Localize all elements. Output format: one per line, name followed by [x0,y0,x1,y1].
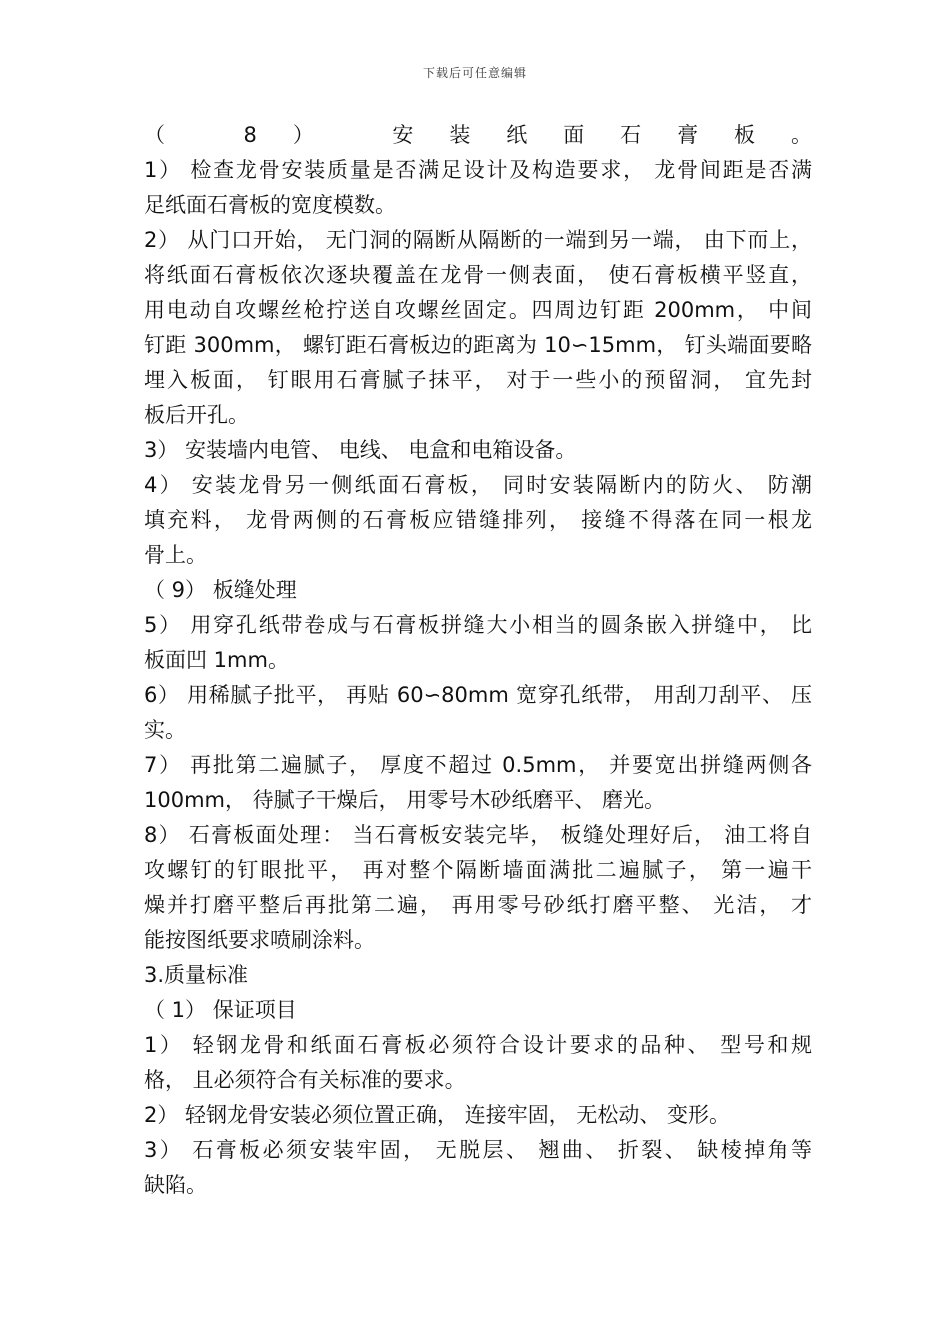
paragraph-line: 5） 用穿孔纸带卷成与石膏板拼缝大小相当的圆条嵌入拼缝中， 比 [144,613,812,637]
paragraph-line: 能按图纸要求喷刷涂料。 [144,928,375,952]
document-body [144,118,812,1203]
section-heading-guarantee: （ 1） 保证项目 [144,998,297,1022]
section-heading-8: （ 8） 安装纸面石膏板。 [144,123,812,147]
paragraph-line: 7） 再批第二遍腻子， 厚度不超过 0.5mm， 并要宽出拼缝两侧各 [144,753,812,777]
paragraph-line: 实。 [144,718,186,742]
paragraph-line: 缺陷。 [144,1173,207,1197]
paragraph-line: 埋入板面， 钉眼用石膏腻子抹平， 对于一些小的预留洞， 宜先封 [144,368,812,392]
paragraph-line: 3） 石膏板必须安装牢固， 无脱层、 翘曲、 折裂、 缺棱掉角等 [144,1138,812,1162]
paragraph-line: 板面凹 1mm。 [144,648,289,672]
paragraph-line: 攻螺钉的钉眼批平， 再对整个隔断墙面满批二遍腻子， 第一遍干 [144,858,812,882]
paragraph-line: 格， 且必须符合有关标准的要求。 [144,1068,466,1092]
section-heading-quality: 3.质量标准 [144,963,249,987]
paragraph-line: 燥并打磨平整后再批第二遍， 再用零号砂纸打磨平整、 光洁， 才 [144,893,812,917]
page-header: 下载后可任意编辑 [422,66,527,80]
paragraph-line: 2） 轻钢龙骨安装必须位置正确， 连接牢固， 无松动、 变形。 [144,1103,731,1127]
section-heading-9: （ 9） 板缝处理 [144,578,297,602]
paragraph-line: 将纸面石膏板依次逐块覆盖在龙骨一侧表面， 使石膏板横平竖直， [144,263,812,287]
paragraph-line: 1） 检查龙骨安装质量是否满足设计及构造要求， 龙骨间距是否满 [144,158,812,182]
paragraph-line: 骨上。 [144,543,207,567]
paragraph-line: 用电动自攻螺丝枪拧送自攻螺丝固定。四周边钉距 200mm， 中间 [144,298,812,322]
paragraph-line: 1） 轻钢龙骨和纸面石膏板必须符合设计要求的品种、 型号和规 [144,1033,812,1057]
paragraph-line: 4） 安装龙骨另一侧纸面石膏板， 同时安装隔断内的防火、 防潮 [144,473,812,497]
paragraph-line: 6） 用稀腻子批平， 再贴 60∽80mm 宽穿孔纸带， 用刮刀刮平、 压 [144,683,812,707]
paragraph-line: 8） 石膏板面处理： 当石膏板安装完毕， 板缝处理好后， 油工将自 [144,823,812,847]
paragraph-line: 100mm， 待腻子干燥后， 用零号木砂纸磨平、 磨光。 [144,788,666,812]
paragraph-line: 板后开孔。 [144,403,249,427]
paragraph-line: 3） 安装墙内电管、 电线、 电盒和电箱设备。 [144,438,577,462]
paragraph-line: 填充料， 龙骨两侧的石膏板应错缝排列， 接缝不得落在同一根龙 [144,508,812,532]
paragraph-line: 钉距 300mm， 螺钉距石膏板边的距离为 10∽15mm， 钉头端面要略 [144,333,812,357]
paragraph-line: 足纸面石膏板的宽度模数。 [144,193,396,217]
paragraph-line: 2） 从门口开始， 无门洞的隔断从隔断的一端到另一端， 由下而上， [144,228,812,252]
